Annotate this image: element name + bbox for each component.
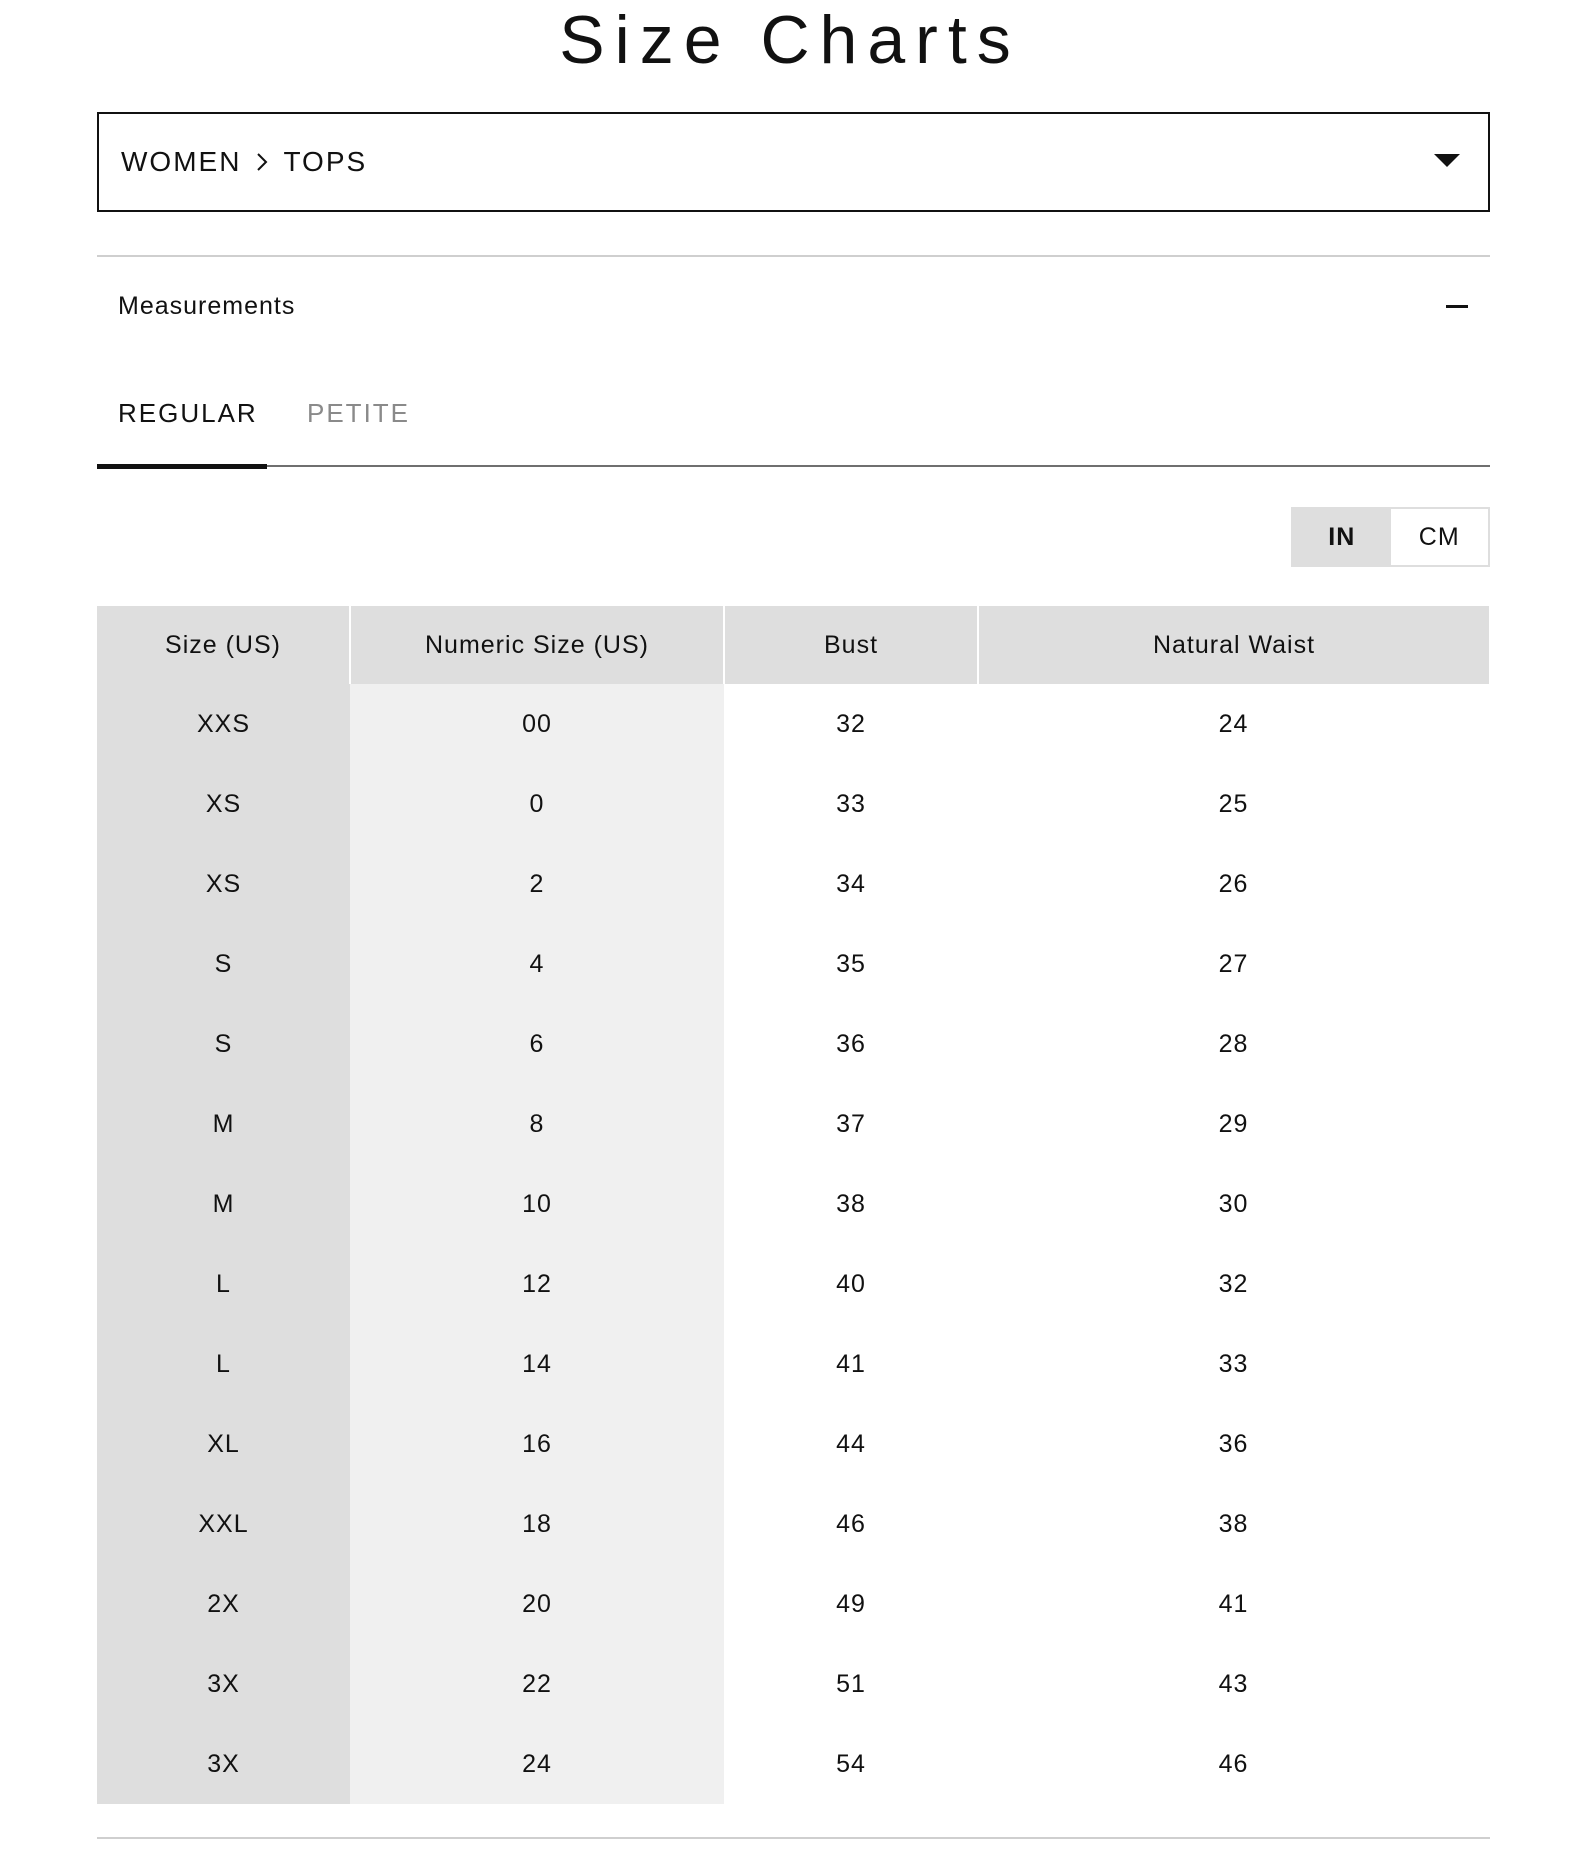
table-row: [97, 684, 1489, 764]
table-row: [97, 1244, 1489, 1324]
cell-size-us: M: [97, 1084, 350, 1164]
cell-bust: 33: [724, 764, 978, 844]
cell-size-us: XS: [97, 844, 350, 924]
header-natural-waist: Natural Waist: [978, 606, 1489, 684]
cell-natural-waist: 36: [978, 1404, 1489, 1484]
cell-natural-waist: 28: [978, 1004, 1489, 1084]
cell-bust: 44: [724, 1404, 978, 1484]
cell-numeric-size-us: 24: [350, 1724, 724, 1804]
unit-cm-button[interactable]: CM: [1391, 509, 1489, 565]
cell-size-us: S: [97, 1004, 350, 1084]
cell-size-us: S: [97, 924, 350, 1004]
cell-bust: 46: [724, 1484, 978, 1564]
header-numeric-size-us: Numeric Size (US): [350, 606, 724, 684]
cell-numeric-size-us: 22: [350, 1644, 724, 1724]
cell-numeric-size-us: 18: [350, 1484, 724, 1564]
caret-down-icon[interactable]: [1434, 154, 1460, 167]
table-row: [97, 1164, 1489, 1244]
cell-bust: 40: [724, 1244, 978, 1324]
cell-size-us: XL: [97, 1404, 350, 1484]
cell-numeric-size-us: 4: [350, 924, 724, 1004]
cell-size-us: M: [97, 1164, 350, 1244]
cell-natural-waist: 41: [978, 1564, 1489, 1644]
table-row: [97, 1084, 1489, 1164]
accordion-title: Measurements: [118, 291, 296, 320]
cell-numeric-size-us: 00: [350, 684, 724, 764]
section-divider-bottom: [97, 1837, 1490, 1839]
page-title: Size Charts: [559, 2, 1021, 78]
cell-natural-waist: 29: [978, 1084, 1489, 1164]
cell-natural-waist: 30: [978, 1164, 1489, 1244]
chevron-right-icon: [255, 151, 269, 173]
unit-in-button[interactable]: IN: [1293, 509, 1391, 565]
breadcrumb-item-women: WOMEN: [121, 146, 242, 177]
section-divider: [97, 255, 1490, 257]
table-row: [97, 844, 1489, 924]
cell-natural-waist: 24: [978, 684, 1489, 764]
cell-size-us: 2X: [97, 1564, 350, 1644]
cell-numeric-size-us: 16: [350, 1404, 724, 1484]
cell-size-us: L: [97, 1324, 350, 1404]
cell-size-us: XS: [97, 764, 350, 844]
cell-natural-waist: 26: [978, 844, 1489, 924]
cell-natural-waist: 33: [978, 1324, 1489, 1404]
cell-numeric-size-us: 12: [350, 1244, 724, 1324]
table-row: [97, 1644, 1489, 1724]
cell-bust: 35: [724, 924, 978, 1004]
cell-bust: 51: [724, 1644, 978, 1724]
table-row: [97, 1724, 1489, 1804]
category-dropdown[interactable]: [97, 112, 1490, 212]
unit-toggle: [1291, 507, 1490, 567]
cell-bust: 37: [724, 1084, 978, 1164]
cell-natural-waist: 27: [978, 924, 1489, 1004]
table-body: [97, 684, 1489, 1804]
table-row: [97, 764, 1489, 844]
cell-bust: 34: [724, 844, 978, 924]
cell-natural-waist: 46: [978, 1724, 1489, 1804]
cell-bust: 41: [724, 1324, 978, 1404]
cell-bust: 49: [724, 1564, 978, 1644]
table-row: [97, 1564, 1489, 1644]
cell-bust: 38: [724, 1164, 978, 1244]
cell-size-us: 3X: [97, 1644, 350, 1724]
cell-bust: 36: [724, 1004, 978, 1084]
cell-size-us: XXL: [97, 1484, 350, 1564]
cell-numeric-size-us: 8: [350, 1084, 724, 1164]
fit-tabs: [97, 385, 1490, 467]
table-row: [97, 924, 1489, 1004]
table-row: [97, 1404, 1489, 1484]
cell-natural-waist: 38: [978, 1484, 1489, 1564]
table-row: [97, 1484, 1489, 1564]
table-row: [97, 1004, 1489, 1084]
cell-numeric-size-us: 10: [350, 1164, 724, 1244]
cell-numeric-size-us: 20: [350, 1564, 724, 1644]
minus-icon[interactable]: [1446, 305, 1468, 308]
cell-bust: 54: [724, 1724, 978, 1804]
cell-numeric-size-us: 6: [350, 1004, 724, 1084]
header-size-us: Size (US): [97, 606, 350, 684]
cell-size-us: 3X: [97, 1724, 350, 1804]
header-bust: Bust: [724, 606, 978, 684]
cell-numeric-size-us: 0: [350, 764, 724, 844]
measurements-accordion-header[interactable]: [97, 276, 1490, 336]
cell-numeric-size-us: 2: [350, 844, 724, 924]
cell-size-us: L: [97, 1244, 350, 1324]
cell-numeric-size-us: 14: [350, 1324, 724, 1404]
size-table: [97, 606, 1489, 1804]
breadcrumb-item-tops: TOPS: [283, 146, 368, 177]
cell-size-us: XXS: [97, 684, 350, 764]
tab-petite[interactable]: PETITE: [307, 398, 411, 428]
cell-bust: 32: [724, 684, 978, 764]
cell-natural-waist: 25: [978, 764, 1489, 844]
breadcrumb: [121, 146, 367, 178]
cell-natural-waist: 43: [978, 1644, 1489, 1724]
table-header-row: [97, 606, 1489, 684]
cell-natural-waist: 32: [978, 1244, 1489, 1324]
tab-regular[interactable]: REGULAR: [97, 385, 267, 467]
table-row: [97, 1324, 1489, 1404]
